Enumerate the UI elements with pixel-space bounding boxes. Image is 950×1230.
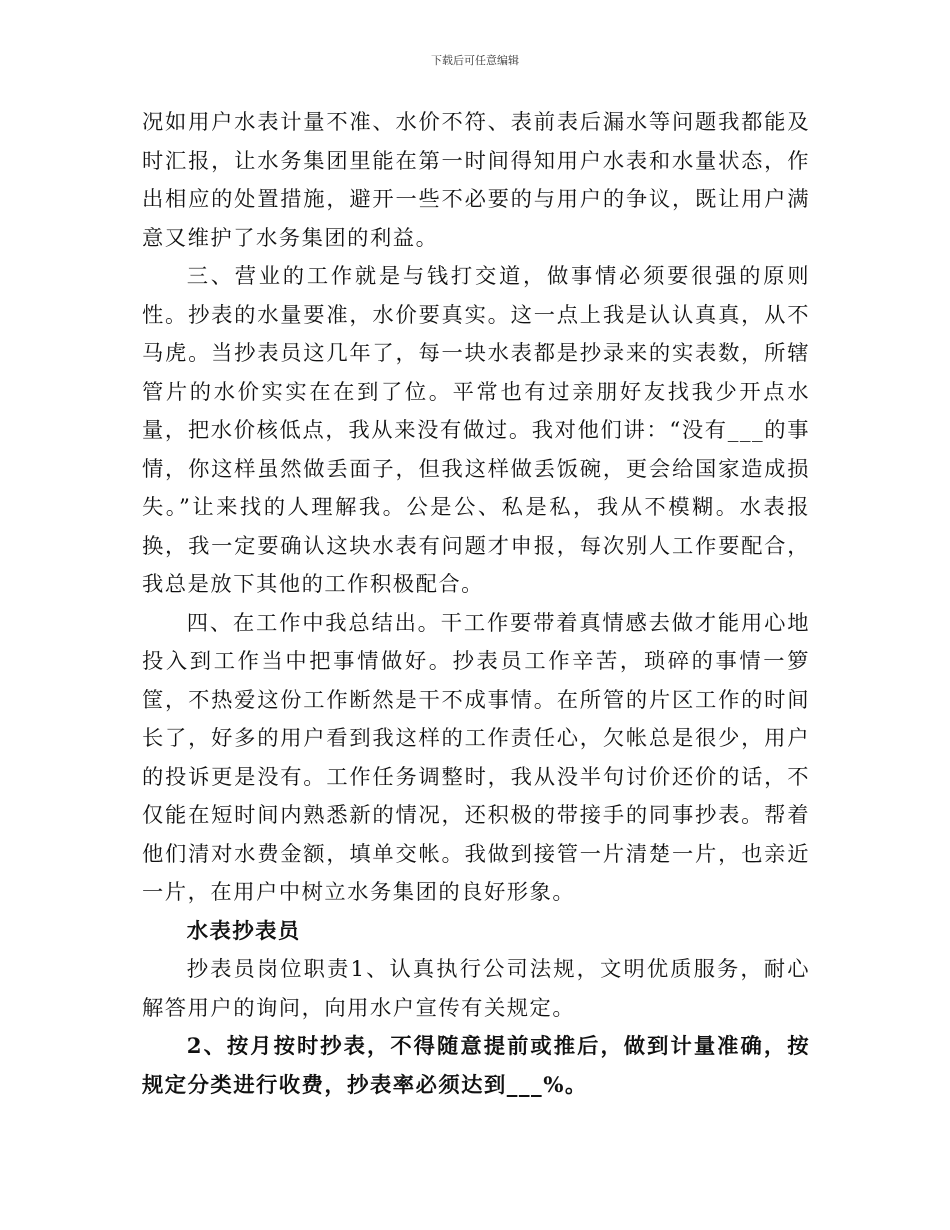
page-header: 下载后可任意编辑 [431,54,519,67]
paragraph-duty-two: 2、按月按时抄表，不得随意提前或推后，做到计量准确，按规定分类进行收费，抄表率必须达到___%。 [142,1034,810,1098]
paragraph-continued: 况如用户水表计量不准、水价不符、表前表后漏水等问题我都能及时汇报，让水务集团里能在第一时间得知用户水表和水量状态，作出相应的处置措施，避开一些不必要的与用户的争议，既让用户满意又维护了水务集团的利益。 [142,110,810,251]
section-heading: 水表抄表员 [186,918,301,944]
paragraph-section-four: 四、在工作中我总结出。干工作要带着真情感去做才能用心地投入到工作当中把事情做好。抄表员工作辛苦，琐碎的事情一箩筐，不热爱这份工作断然是干不成事情。在所管的片区工作的时间长了，好多的用户看到我这样的工作责任心，欠帐总是很少，用户的投诉更是没有。工作任务调整时，我从没半句讨价还价的话，不仅能在短时间内熟悉新的情况，还积极的带接手的同事抄表。帮着他们清对水费金额，填单交帐。我做到接管一片清楚一片，也亲近一片，在用户中树立水务集团的良好形象。 [142,610,810,905]
paragraph-duties-intro: 抄表员岗位职责1、认真执行公司法规，文明优质服务，耐心解答用户的询问，向用水户宣传有关规定。 [142,957,810,1021]
document-body [142,104,810,1105]
paragraph-section-three: 三、营业的工作就是与钱打交道，做事情必须要很强的原则性。抄表的水量要准，水价要真实。这一点上我是认认真真，从不马虎。当抄表员这几年了，每一块水表都是抄录来的实表数，所辖管片的水价实实在在到了位。平常也有过亲朋好友找我少开点水量，把水价核低点，我从来没有做过。我对他们讲：“没有___的事情，你这样虽然做丢面子，但我这样做丢饭碗，更会给国家造成损失。”让来找的人理解我。公是公、私是私，我从不模糊。水表报换，我一定要确认这块水表有问题才申报，每次别人工作要配合，我总是放下其他的工作积极配合。 [142,264,810,597]
